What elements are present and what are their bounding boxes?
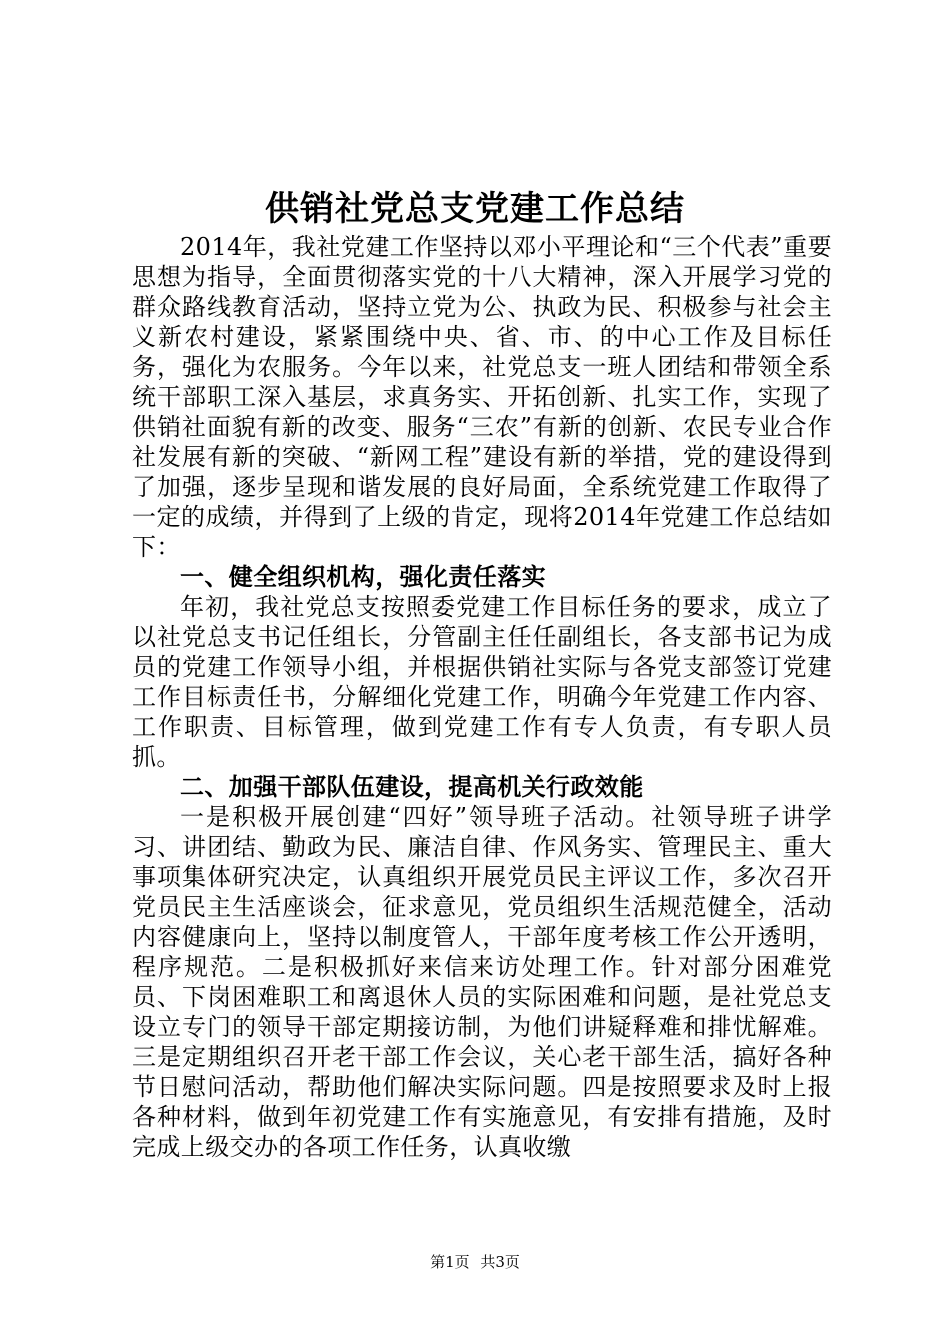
intro-paragraph: 2014年，我社党建工作坚持以邓小平理论和“三个代表”重要思想为指导，全面贯彻落实党的十八大精神，深入开展学习党的群众路线教育活动，坚持立党为公、执政为民、积极参与社会主义新农村建设，紧紧围绕中央、省、市、的中心工作及目标任务，强化为农服务。今年以来，社党总支一班人团结和带领全系统干部职工深入基层，求真务实、开拓创新、扎实工作，实现了供销社面貌有新的改变、服务“三农”有新的创新、农民专业合作社发展有新的突破、“新网工程”建设有新的举措，党的建设得到了加强，逐步呈现和谐发展的良好局面，全系统党建工作取得了一定的成绩，并得到了上级的肯定，现将2014年党建工作总结如下： [132,233,832,561]
section-heading-1: 一、健全组织机构，强化责任落实 [180,563,546,591]
page-number-total: 共3页 [480,1253,520,1271]
page-number-current: 第1页 [430,1253,470,1271]
section-heading-2: 二、加强干部队伍建设，提高机关行政效能 [180,773,644,801]
section-paragraph-2: 一是积极开展创建“四好”领导班子活动。社领导班子讲学习、讲团结、勤政为民、廉洁自律、作风务实、管理民主、重大事项集体研究决定，认真组织开展党员民主评议工作，多次召开党员民主生活座谈会，征求意见，党员组织生活规范健全，活动内容健康向上，坚持以制度管人，干部年度考核工作公开透明，程序规范。二是积极抓好来信来访处理工作。针对部分困难党员、下岗困难职工和离退休人员的实际困难和问题，是社党总支设立专门的领导干部定期接访制，为他们讲疑释难和排忧解难。三是定期组织召开老干部工作会议，关心老干部生活，搞好各种节日慰问活动，帮助他们解决实际问题。四是按照要求及时上报各种材料，做到年初党建工作有实施意见，有安排有措施，及时完成上级交办的各项工作任务，认真收缴 [132,803,832,1161]
document-body [132,232,832,1162]
page-footer [0,1252,950,1272]
section-paragraph-1: 年初，我社党总支按照委党建工作目标任务的要求，成立了以社党总支书记任组长，分管副主任任副组长，各支部书记为成员的党建工作领导小组，并根据供销社实际与各党支部签订党建工作目标责任书，分解细化党建工作，明确今年党建工作内容、工作职责、目标管理，做到党建工作有专人负责，有专职人员抓。 [132,593,832,771]
document-title: 供销社党总支党建工作总结 [265,189,685,229]
